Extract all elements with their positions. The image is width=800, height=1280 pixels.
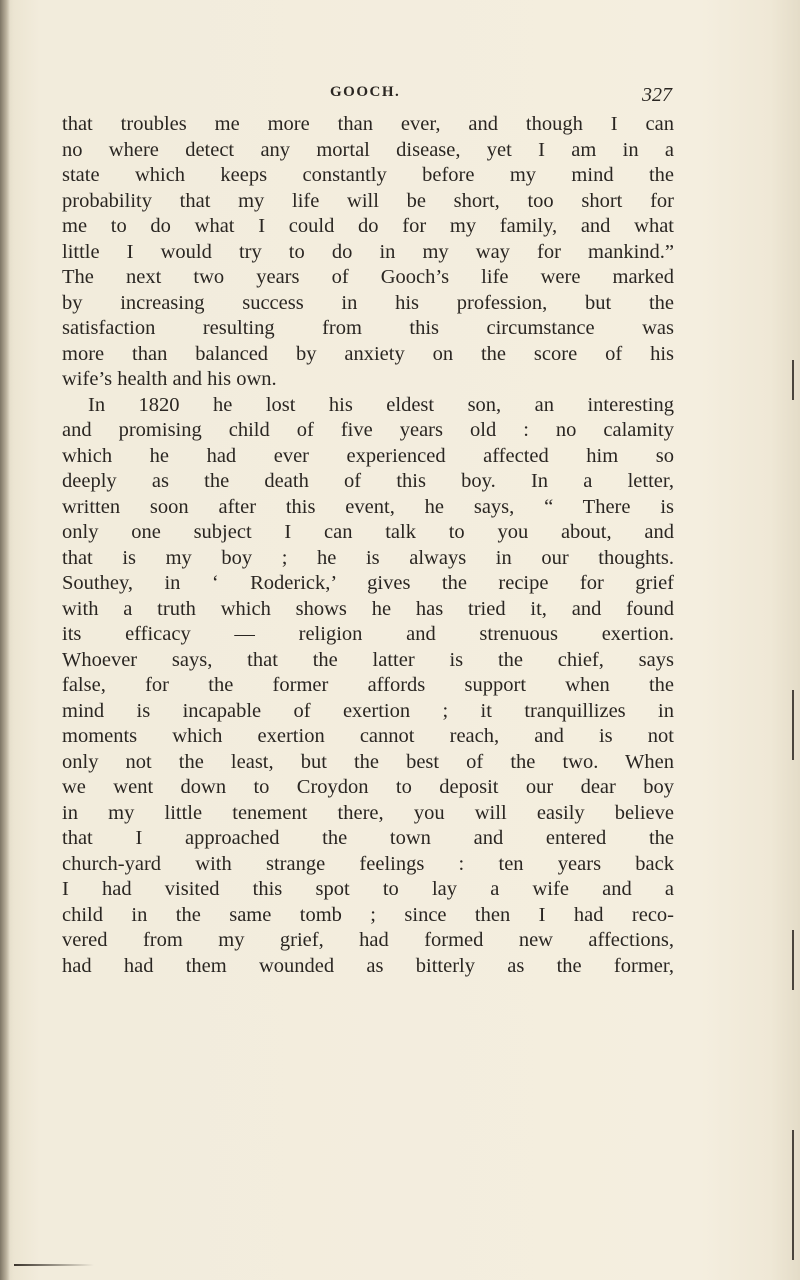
text-line: no where detect any mortal disease, yet I am in a — [62, 138, 674, 161]
binding-shadow — [0, 0, 10, 1280]
text-line: its efficacy — religion and strenuous exertion. — [62, 623, 674, 645]
text-line: state which keeps constantly before my mind the — [62, 164, 674, 186]
text-line: mind is incapable of exertion ; it tranquillizes in — [62, 699, 674, 722]
edge-mark — [792, 1130, 794, 1260]
text-line: that troubles me more than ever, and though I can — [62, 113, 674, 135]
text-line: written soon after this event, he says, “ There is — [62, 495, 674, 518]
bottom-mark — [14, 1264, 94, 1266]
text-line: Whoever says, that the latter is the chief, says — [62, 648, 674, 671]
text-line: little I would try to do in my way for mankind.” — [62, 240, 674, 263]
text-line: In 1820 he lost his eldest son, an interesting — [88, 393, 674, 416]
text-line: Southey, in ‘ Roderick,’ gives the recipe for grief — [62, 572, 674, 594]
edge-mark — [792, 690, 794, 760]
text-line: I had visited this spot to lay a wife and a — [62, 878, 674, 900]
text-line: deeply as the death of this boy. In a letter, — [62, 470, 674, 492]
text-line: had had them wounded as bitterly as the former, — [62, 954, 674, 977]
edge-mark — [792, 360, 794, 400]
text-line: only one subject I can talk to you about, and — [62, 521, 674, 543]
text-line: only not the least, but the best of the two. When — [62, 750, 674, 773]
text-line: which he had ever experienced affected him so — [62, 444, 674, 467]
edge-mark — [792, 930, 794, 990]
running-head: GOOCH. — [330, 84, 401, 100]
page-number: 327 — [642, 84, 672, 106]
text-line: false, for the former affords support when the — [62, 674, 674, 696]
text-line: by increasing success in his profession, but the — [62, 291, 674, 314]
text-line: me to do what I could do for my family, and what — [62, 215, 674, 237]
text-line: wife’s health and his own. — [62, 368, 277, 390]
text-line: that is my boy ; he is always in our thoughts. — [62, 546, 674, 569]
text-line: child in the same tomb ; since then I had reco- — [62, 903, 674, 926]
text-line: and promising child of five years old : no calamity — [62, 419, 674, 441]
page-header — [62, 84, 672, 108]
text-line: with a truth which shows he has tried it, and found — [62, 597, 674, 620]
text-line: moments which exertion cannot reach, and is not — [62, 725, 674, 747]
text-line: The next two years of Gooch’s life were marked — [62, 266, 674, 288]
text-line: more than balanced by anxiety on the score of his — [62, 342, 674, 365]
text-line: vered from my grief, had formed new affections, — [62, 929, 674, 951]
body-text — [62, 112, 674, 979]
text-line: church-yard with strange feelings : ten years back — [62, 852, 674, 875]
text-line: in my little tenement there, you will easily believe — [62, 801, 674, 824]
text-line: that I approached the town and entered the — [62, 827, 674, 849]
text-line: probability that my life will be short, too short for — [62, 189, 674, 212]
text-line: satisfaction resulting from this circumstance was — [62, 317, 674, 339]
text-line: we went down to Croydon to deposit our dear boy — [62, 776, 674, 798]
